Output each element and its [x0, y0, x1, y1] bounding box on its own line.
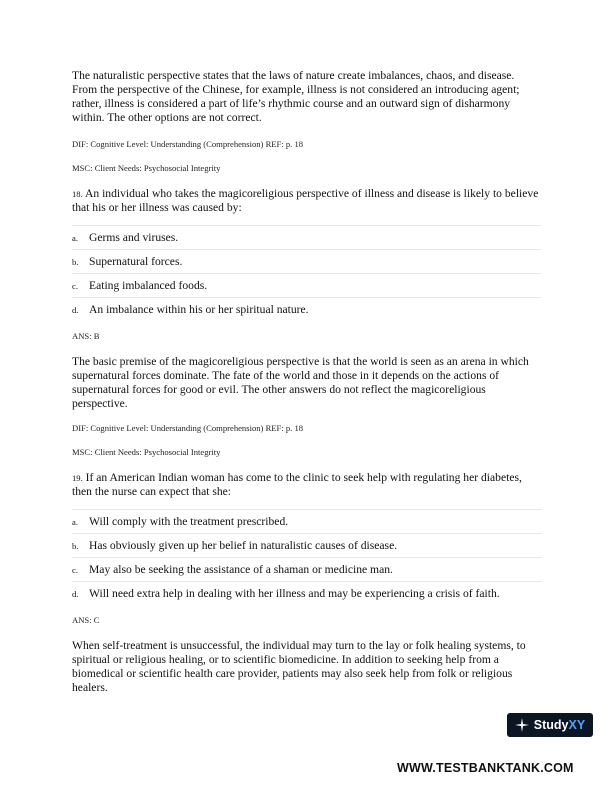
dif-18: DIF: Cognitive Level: Understanding (Comprehension) REF: p. 18 — [72, 423, 304, 433]
option-18-d[interactable]: d. An imbalance within his or her spiritual nature. — [72, 303, 309, 316]
dif-17: DIF: Cognitive Level: Understanding (Comprehension) REF: p. 18 — [72, 139, 304, 149]
option-19-d[interactable]: d. Will need extra help in dealing with her illness and may be experiencing a crisis of faith. — [72, 587, 500, 600]
studyxy-badge[interactable] — [507, 713, 593, 737]
option-19-a[interactable]: a. Will comply with the treatment prescribed. — [72, 510, 542, 534]
option-18-a[interactable]: a. Germs and viruses. — [72, 226, 542, 250]
option-19-c[interactable]: c. May also be seeking the assistance of a shaman or medicine man. — [72, 558, 542, 582]
rationale-19: When self-treatment is unsuccessful, the individual may turn to the lay or folk healing systems, to spiritual or religious healing, or to scientific biomedicine. In addition to seeking help from a biomedical or scientific health care provider, patients may also seek help from folk or religious healers. — [72, 639, 526, 694]
option-18-b[interactable]: b. Supernatural forces. — [72, 250, 542, 274]
question-18-options — [72, 225, 542, 321]
option-19-b[interactable]: b. Has obviously given up her belief in naturalistic causes of disease. — [72, 534, 542, 558]
question-19-stem: If an American Indian woman has come to the clinic to seek help with regulating her diabetes, then the nurse can expect that she: — [72, 471, 522, 498]
answer-18: ANS: B — [72, 331, 100, 341]
rationale-18: The basic premise of the magicoreligious perspective is that the world is seen as an arena in which supernatural forces dominate. The fate of the world and those in it depends on the actions of supernatural forces for good or evil. The other answers do not reflect the magicoreligious perspective. — [72, 355, 529, 410]
question-19-number: 19. — [72, 473, 83, 483]
msc-18: MSC: Client Needs: Psychosocial Integrity — [72, 447, 221, 457]
studyxy-logo-text: StudyXY — [533, 718, 586, 732]
footer-url[interactable]: WWW.TESTBANKTANK.COM — [397, 761, 574, 775]
document-body — [72, 69, 542, 695]
answer-19: ANS: C — [72, 615, 100, 625]
question-19 — [72, 471, 542, 499]
rationale-17: The naturalistic perspective states that the laws of nature create imbalances, chaos, and disease. From the perspective of the Chinese, for example, illness is not considered an introducing agent; rather, illness is considered a part of life’s rhythmic course and an outward sign of disharmony within. The other options are not correct. — [72, 69, 520, 124]
question-18-number: 18. — [72, 189, 83, 199]
option-18-c[interactable]: c. Eating imbalanced foods. — [72, 274, 542, 298]
question-18 — [72, 187, 542, 215]
msc-17: MSC: Client Needs: Psychosocial Integrity — [72, 163, 221, 173]
question-18-stem: An individual who takes the magicoreligious perspective of illness and disease is likely to believe that his or her illness was caused by: — [72, 187, 539, 214]
sparkle-icon — [515, 718, 529, 732]
question-19-options — [72, 509, 542, 605]
